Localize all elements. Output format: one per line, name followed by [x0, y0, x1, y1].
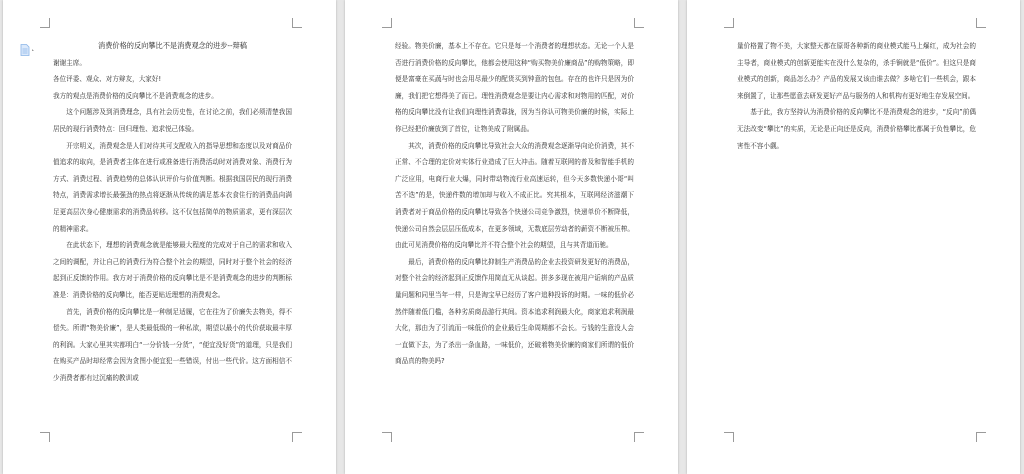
paragraph: 其次，消费价格的反向攀比导致社会大众的消费观念逐渐导向论价消费，其不正常、不合理的定价对实体行业造成了巨大冲击。随着互联网的普及和智能手机的广泛应用，电商行业大爆，同时带动物流行业高速运转，但今天多数快递小哥“叫苦不迭”的是，快递件数的增加却与收入不成正比。究其根本，互联网经济滋潮下消费者对于商品价格的反向攀比导致各个快递公司竞争激烈，快递单价不断降低，快递公司自然会层层压低成本，在更多领域，无数底层劳动者的薪资不断被压榨。由此可见消费价格的反向攀比并不符合整个社会的期望，且与其背道而驰。	[395, 141, 634, 250]
paragraph: 基于此，我方坚持认为消费价格的反向攀比不是消费观念的进步，“反向”前偶无法改变“攀比”的实质，无论是正向还是反向，消费价格攀比都属于负性攀比，危害性不容小觑。	[737, 108, 976, 150]
crop-mark-top-right	[292, 18, 302, 28]
document-title: 消费价格的反向攀比不是消费观念的进步--辩稿	[98, 41, 247, 50]
page-text	[395, 38, 634, 370]
crop-mark-bottom-left	[382, 432, 392, 442]
paragraph: 首先，消费价格的反向攀比是一种制足适履，它在往为了价廉失去物美，得不偿失。所谓“物美价廉”，是人类最低级的一种私欲，期望以最小的代价获取最丰厚的利润。大家心里其实都明白“一分价钱一分货”，“便宜没好货”的道理，只是我们在购买产品时却经常会因为贪图小便宜犯一些错误，付出一些代价。这方面相信不少消费者都有过沉痛的教训或	[53, 307, 292, 382]
crop-mark-top-left	[40, 18, 50, 28]
paragraph: 量价格置了物不美，大家整天都在原哥各种新的商业模式能马上爆红，成为社会的主导者，商业模式的创新更能实在没什么复杂的，杀手锏就是“低价”。但这只是商业模式的创新，商品怎么办？产品的发展又该由谁去做？多啥它们一些机会，跟本来倒置了，让那些愿意去研发更好产品与服务的人和机构有更好地生存发展空间。	[737, 42, 976, 100]
document-icon[interactable]	[20, 41, 36, 53]
crop-mark-top-left	[382, 18, 392, 28]
crop-mark-top-right	[976, 18, 986, 28]
document-page-3	[687, 0, 1020, 474]
page-text	[53, 38, 292, 386]
crop-mark-bottom-right	[976, 432, 986, 442]
crop-mark-bottom-right	[634, 432, 644, 442]
page-text	[737, 38, 976, 154]
paragraph: 开宗明义，消费观念是人们对待其可支配收入的指导思想和态度以及对商品价值追求的取向，是消费者主体在进行或准备进行消费活动时对消费对象、消费行为方式、消费过程、消费趋势的总体认识评价与价值判断。根据我国居民的现行消费特点，消费需求增长最强劲的热点将逐渐从传统的满足基本衣食住行的消费品向满足更高层次身心健康需求的消费品转移。这不仅包括简单的物质需求，更有深层次的精神需求。	[53, 141, 292, 233]
paragraph: 经验。物美价廉，基本上不存在。它只是每一个消费者的理想状态。无论一个人是否进行消费价格的反向攀比，他都会使用这种“购买物美价廉商品”的购物策略，即便是富豪在买蔬与时也会用尽最少的配货买到钟意的包包。存在的也许只是因为价廉，我们把它想得美了而已。理性消费观念是要让内心需求和对物用的匹配，对价格的反向攀比没有让我们向理性消费靠拢，因为当你认可物美价廉的时候，实际上你已经把价廉放到了首位，让物美成了附属品。	[395, 42, 634, 133]
crop-mark-top-left	[724, 18, 734, 28]
paragraph: 谢谢主席。	[53, 58, 86, 67]
crop-mark-bottom-left	[40, 432, 50, 442]
crop-mark-top-right	[634, 18, 644, 28]
crop-mark-bottom-right	[292, 432, 302, 442]
document-page-1	[3, 0, 336, 474]
paragraph: 最后，消费价格的反向攀比抑制生产消费品的企业去投资研发更好的消费品，对整个社会的经济起到正反馈作用简直无从谈起。拼多多现在被用户诟病的产品质量问题和同里当年一样，只是淘宝早已经历了客户追种投诉的时期。一味的低价必然伴随着低门槛，各种劣质商品游行其间。资本追求利润最大化，商家追求利润最大化，那由为了引流而一味低价的企业最后生命周期都不会长。亏钱的生意没人会一直做下去，为了杀出一条血路，一味低价，还破着物美价廉的商家们所谓的低价商品真的物美吗?	[395, 257, 634, 366]
paragraph: 我方的观点是消费价格的反向攀比不是消费观念的进步。	[53, 91, 218, 100]
paragraph: 这个问题涉及到消费理念，具有社会历史性，在讨论之前，我们必须清楚我国居民的现行消费特点：回归理性、追求悦己体验。	[53, 108, 292, 133]
document-page-2	[345, 0, 678, 474]
paragraph: 在此状态下，理想的消费观念就是能够最大程度的完成对于自己的需求和收入之间的调配，并让自己的消费行为符合整个社会的期望，同时对于整个社会的经济起到正反馈的作用。我方对于消费价格的反向攀比是不是消费观念的进步的判断标准是：消费价格的反向攀比，能否更贴近理想的消费观念。	[53, 241, 292, 299]
crop-mark-bottom-left	[724, 432, 734, 442]
paragraph: 各位评委、观众、对方辩友，大家好!	[53, 75, 162, 84]
